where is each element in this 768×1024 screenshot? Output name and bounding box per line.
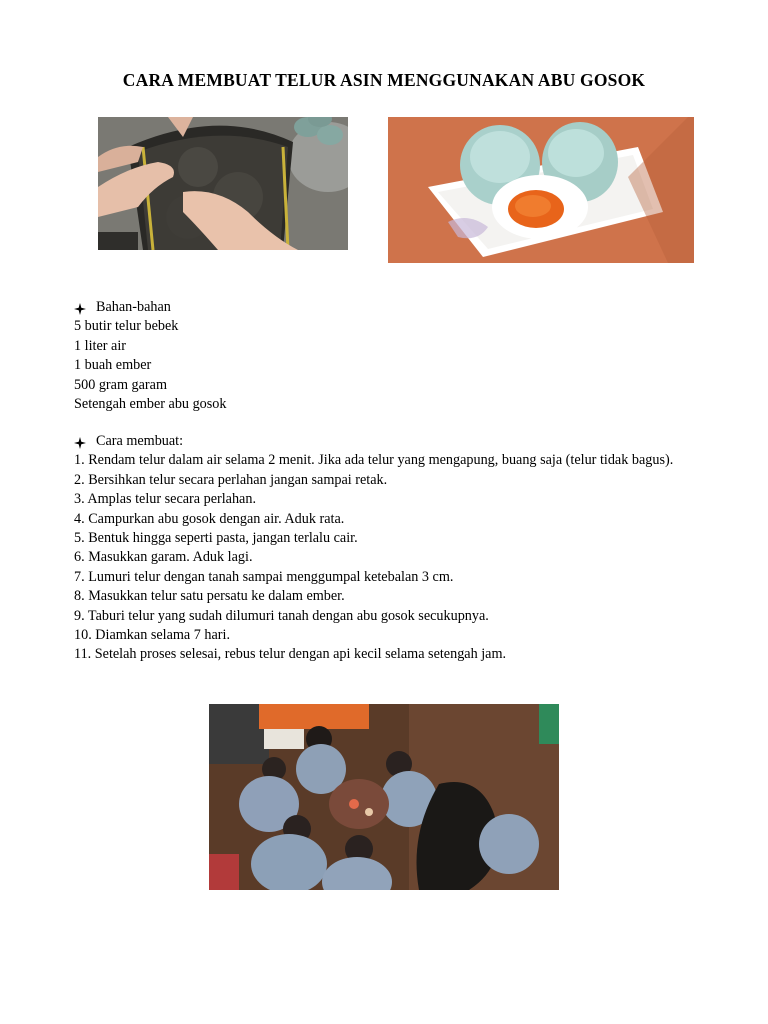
step-item: 2. Bersihkan telur secara perlahan jangan sampai retak. (74, 471, 388, 488)
diamond-bullet-icon (74, 436, 86, 448)
ingredient-item: 1 buah ember (74, 357, 152, 374)
ingredients-heading-line (74, 298, 694, 317)
photo-students-group (209, 704, 559, 890)
photo-hands-mixing-ash (98, 117, 348, 250)
ingredients-heading: Bahan-bahan (96, 299, 171, 315)
ingredient-item: 5 butir telur bebek (74, 318, 179, 335)
step-item: 11. Setelah proses selesai, rebus telur dengan api kecil selama setengah jam. (74, 646, 507, 663)
step-item: 7. Lumuri telur dengan tanah sampai menggumpal ketebalan 3 cm. (74, 568, 454, 585)
page-title: CARA MEMBUAT TELUR ASIN MENGGUNAKAN ABU GOSOK (122, 70, 646, 90)
ingredient-item: 1 liter air (74, 337, 126, 354)
step-item: 3. Amplas telur secara perlahan. (74, 491, 256, 508)
step-item: 6. Masukkan garam. Aduk lagi. (74, 549, 253, 566)
photo-salted-eggs (388, 117, 694, 263)
ingredient-item: Setengah ember abu gosok (74, 396, 227, 413)
step-item: 4. Campurkan abu gosok dengan air. Aduk rata. (74, 510, 345, 527)
ingredient-item: 500 gram garam (74, 376, 167, 393)
step-item: 1. Rendam telur dalam air selama 2 menit. Jika ada telur yang mengapung, buang saja (telur tidak bagus). (74, 452, 674, 469)
step-item: 8. Masukkan telur satu persatu ke dalam ember. (74, 588, 345, 605)
step-item: 9. Taburi telur yang sudah dilumuri tanah dengan abu gosok secukupnya. (74, 607, 489, 624)
ingredients-section (74, 298, 694, 414)
diamond-bullet-icon (74, 302, 86, 314)
steps-heading: Cara membuat: (96, 433, 184, 449)
step-item: 10. Diamkan selama 7 hari. (74, 627, 231, 644)
steps-section (74, 432, 694, 665)
step-item: 5. Bentuk hingga seperti pasta, jangan terlalu cair. (74, 530, 358, 547)
steps-heading-line (74, 432, 694, 451)
